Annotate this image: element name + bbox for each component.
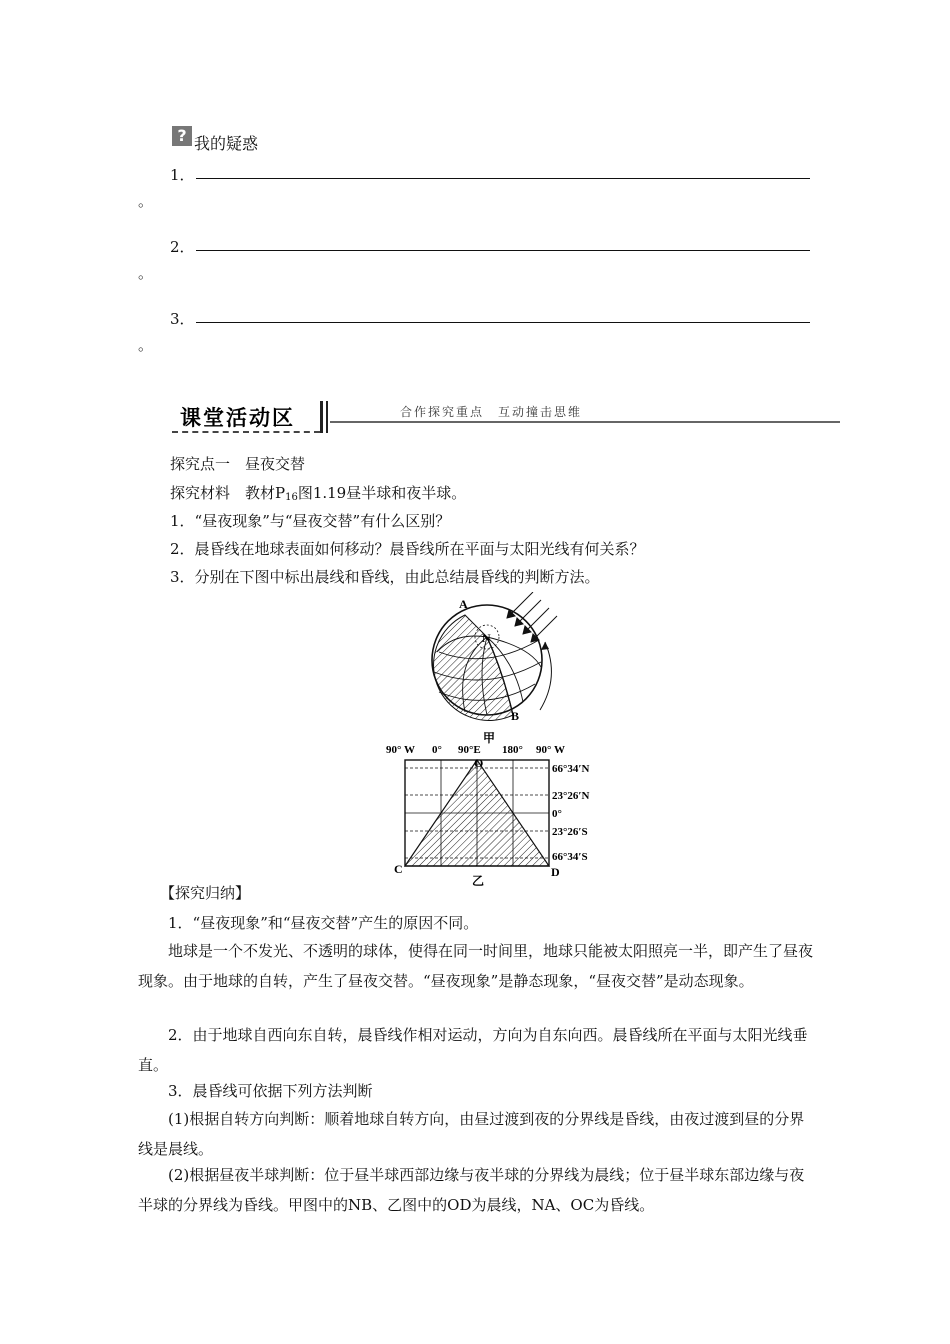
doubt-answer-line-1[interactable] bbox=[196, 178, 810, 179]
banner-divider-bar-2 bbox=[326, 401, 328, 433]
banner-divider-bar-1 bbox=[320, 401, 323, 433]
lon-label-180: 180° bbox=[502, 744, 523, 756]
lat-label-66s: 66°34′S bbox=[552, 851, 588, 863]
figure-jia-caption: 甲 bbox=[483, 731, 496, 745]
material-text-post: 图1.19昼半球和夜半球。 bbox=[297, 484, 467, 502]
question-2: 2．晨昏线在地球表面如何移动？晨昏线所在平面与太阳光线有何关系？ bbox=[170, 540, 645, 558]
material-text-pre: 探究材料 教材P bbox=[170, 484, 286, 502]
lon-label-90w-left: 90° W bbox=[386, 744, 415, 756]
doubt-end-mark-2: 。 bbox=[138, 264, 154, 282]
banner-dashed-underline bbox=[172, 431, 320, 433]
lat-label-0: 0° bbox=[552, 808, 562, 820]
figure-yi-map bbox=[382, 740, 612, 890]
summary-paragraph-2: 地球是一个不发光、不透明的球体，使得在同一时间里，地球只能被太阳照亮一半，即产生了昼夜现象。由于地球的自转，产生了昼夜交替。“昼夜现象”是静态现象，“昼夜交替”是动态现象。 bbox=[138, 942, 814, 990]
doubt-end-mark-3: 。 bbox=[138, 336, 154, 354]
banner-rule bbox=[330, 421, 840, 423]
night-hemisphere-shading bbox=[434, 615, 513, 720]
doubt-number-3: 3． bbox=[170, 310, 195, 328]
explore-point-title: 探究点一 昼夜交替 bbox=[170, 455, 306, 473]
lon-label-90e: 90°E bbox=[458, 744, 481, 756]
summary-heading: 【探究归纳】 bbox=[160, 884, 251, 902]
doubt-number-1: 1． bbox=[170, 166, 195, 184]
banner-title: 课堂活动区 bbox=[180, 406, 295, 430]
label-d: D bbox=[551, 865, 560, 879]
lon-label-0: 0° bbox=[432, 744, 442, 756]
lon-label-90w-right: 90° W bbox=[536, 744, 565, 756]
summary-paragraph-1: 1．“昼夜现象”和“昼夜交替”产生的原因不同。 bbox=[168, 914, 479, 932]
material-page-subscript: 16 bbox=[285, 492, 298, 503]
summary-paragraph-3: 2．由于地球自西向东自转，晨昏线作相对运动，方向为自东向西。晨昏线所在平面与太阳光线垂直。 bbox=[138, 1026, 808, 1074]
label-n: N bbox=[482, 631, 491, 645]
rotation-arrowhead-icon bbox=[541, 642, 549, 650]
doubts-title: 我的疑惑 bbox=[194, 134, 259, 153]
question-3: 3．分别在下图中标出晨线和昏线，由此总结晨昏线的判断方法。 bbox=[170, 568, 600, 586]
label-c: C bbox=[394, 862, 403, 876]
question-icon: ? bbox=[172, 126, 192, 146]
lat-label-23s: 23°26′S bbox=[552, 826, 588, 838]
summary-paragraph-6: (2)根据昼夜半球判断：位于昼半球西部边缘与夜半球的分界线为晨线；位于昼半球东部边缘与夜半球的分界线为昏线。甲图中的NB、乙图中的OD为晨线，NA、OC为昏线。 bbox=[138, 1166, 805, 1214]
label-a: A bbox=[459, 597, 468, 611]
doubt-answer-line-2[interactable] bbox=[196, 250, 810, 251]
doubt-number-2: 2． bbox=[170, 238, 195, 256]
label-o: O bbox=[474, 756, 484, 770]
doubt-end-mark-1: 。 bbox=[138, 192, 154, 210]
question-1: 1．“昼夜现象”与“昼夜交替”有什么区别？ bbox=[170, 512, 451, 530]
doubt-answer-line-3[interactable] bbox=[196, 322, 810, 323]
lat-label-66n: 66°34′N bbox=[552, 763, 590, 775]
explore-material bbox=[170, 482, 466, 503]
summary-paragraph-5: (1)根据自转方向判断：顺着地球自转方向，由昼过渡到夜的分界线是昏线，由夜过渡到昼的分界线是晨线。 bbox=[138, 1110, 805, 1158]
banner-subtitle: 合作探究重点 互动撞击思维 bbox=[400, 405, 583, 419]
figure-jia-globe bbox=[425, 592, 565, 752]
summary-paragraph-4: 3．晨昏线可依据下列方法判断 bbox=[168, 1082, 373, 1100]
sun-rays bbox=[507, 592, 557, 642]
figure-yi-caption: 乙 bbox=[472, 874, 485, 888]
label-b: B bbox=[511, 709, 520, 723]
section-banner bbox=[172, 400, 320, 432]
lat-label-23n: 23°26′N bbox=[552, 790, 590, 802]
